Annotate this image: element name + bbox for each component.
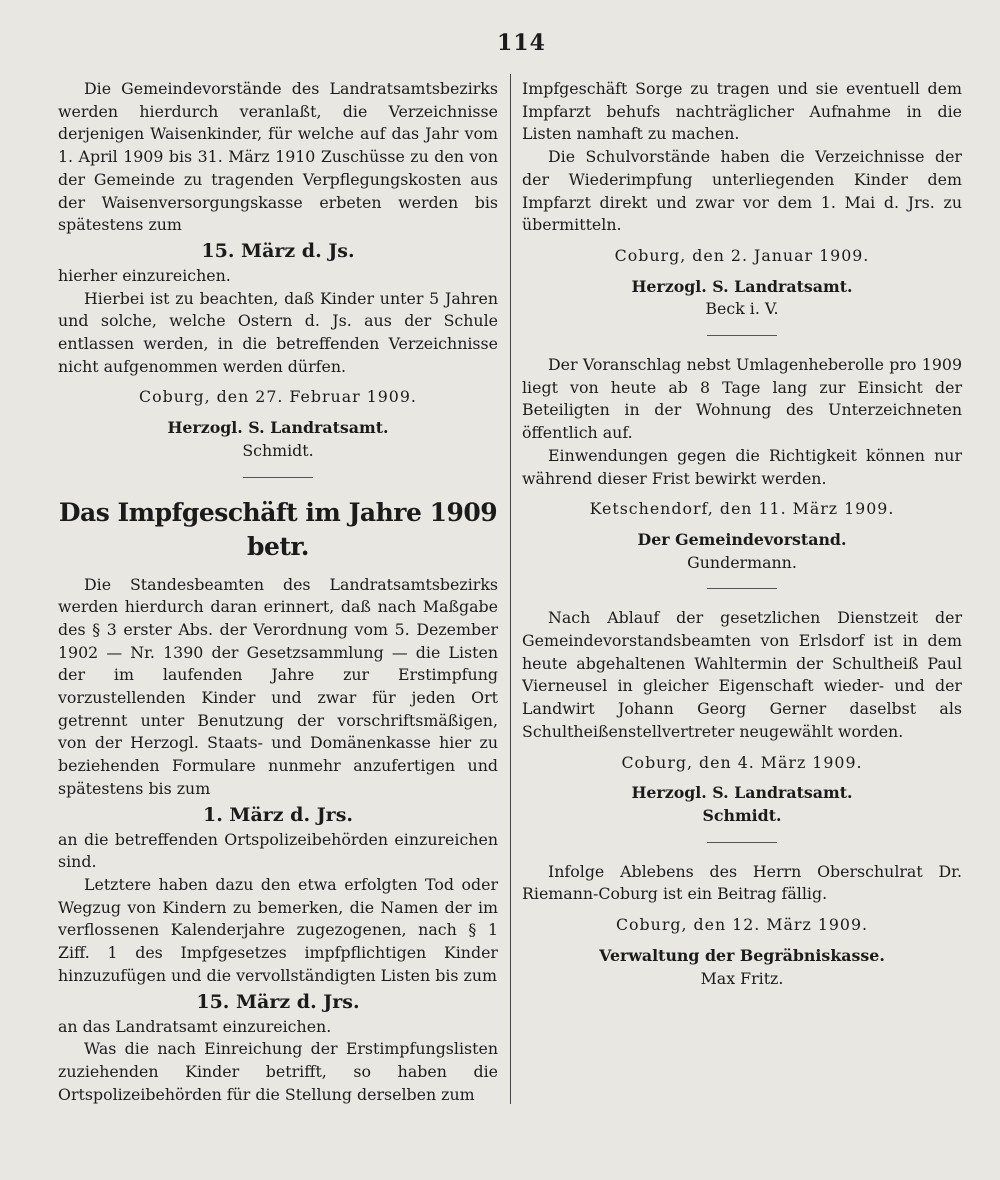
notice-paragraph: Der Voranschlag nebst Umlagenheberolle pro 1909 liegt von heute ab 8 Tage lang zur Einsicht der Beteiligten in der Wohnung des Unterzeichneten öffentlich auf. [522,355,962,443]
notice-paragraph: Nach Ablauf der gesetzlichen Dienstzeit der Gemeindevorstandsbeamten von Erlsdorf ist in dem heute abgehaltenen Wahltermin der Schultheiß Paul Vierneusel in gleicher Eigenschaft wieder- und der Landwirt Johann Georg Gerner daselbst als Schultheißenstellvertreter neugewählt worden. [522,608,962,741]
notice-paragraph: Hierbei ist zu beachten, daß Kinder unter 5 Jahren und solche, welche Ostern d. Js. aus der Schule entlassen werden, in die betreffenden Verzeichnisse nicht aufgenommen werden dürfen. [58,288,498,376]
issuing-office: Herzogl. S. Landratsamt. [167,418,389,438]
signature: Schmidt. [242,440,314,460]
separator-rule [243,477,313,478]
page-number: 114 [497,30,546,56]
issuing-office: Herzogl. S. Landratsamt. [631,276,853,296]
notice-date: Coburg, den 2. Januar 1909. [614,245,870,265]
issuing-office: Der Gemeindevorstand. [637,529,847,549]
issuing-office: Verwaltung der Begräbniskasse. [599,945,885,965]
signature: Beck i. V. [705,299,779,319]
notice-paragraph: Letztere haben dazu den etwa erfolgten Tod oder Wegzug von Kindern zu bemerken, die Namen der im verflossenen Kalenderjahre zugezogenen, nach § 1 Ziff. 1 des Impfgesetzes impfpflichtigen Kinder hinzuzufügen und die vervollständigten Listen bis zum [58,874,498,985]
signature: Gundermann. [687,552,797,572]
notice-impfgeschaeft-continued [522,78,962,321]
signature: Schmidt. [702,805,782,825]
notice-date: Coburg, den 12. März 1909. [615,915,869,935]
notice-waisenkinder [58,78,498,463]
deadline: 15. März d. Jrs. [196,990,360,1013]
notice-date: Coburg, den 4. März 1909. [621,752,863,772]
separator-rule [707,842,777,843]
notice-paragraph: Was die nach Einreichung der Erstimpfungslisten zuziehenden Kinder betrifft, so haben die Ortspolizeibehörden für die Stellung derselben zum [58,1039,498,1104]
notice-paragraph: Die Standesbeamten des Landratsamtsbezirks werden hierdurch daran erinnert, daß nach Maßgabe des § 3 erster Abs. der Verordnung vom 5. Dezember 1902 — Nr. 1390 der Gesetzsammlung — die Listen der im laufenden Jahre zur Erstimpfung vorzustellenden Kinder und zwar für jeden Ort getrennt unter Benutzung der vorschriftsmäßigen, von der Herzogl. Staats- und Domänenkasse hier zu beziehenden Formulare nunmehr anzufertigen und spätestens bis zum [58,574,498,798]
notice-impfgeschaeft [58,496,498,1107]
notice-paragraph: an das Landratsamt einzureichen. [58,1016,332,1036]
notice-paragraph: Impfgeschäft Sorge zu tragen und sie eventuell dem Impfarzt behufs nachträglicher Aufnahme in die Listen namhaft zu machen. [522,79,962,144]
right-column [522,78,962,990]
column-divider [510,74,511,1104]
deadline: 1. März d. Jrs. [202,803,354,826]
signature: Max Fritz. [700,968,784,988]
notice-paragraph: Einwendungen gegen die Richtigkeit können nur während dieser Frist bewirkt werden. [522,445,962,488]
notice-date: Ketschendorf, den 11. März 1909. [589,499,895,519]
notice-paragraph: hierher einzureichen. [58,265,231,285]
notice-voranschlag [522,354,962,574]
separator-rule [707,588,777,589]
notice-headline: Das Impfgeschäft im Jahre 1909 betr. [58,497,498,561]
notice-wahl-erlsdorf [522,607,962,827]
separator-rule [707,335,777,336]
notice-paragraph: Infolge Ablebens des Herrn Oberschulrat Dr. Riemann-Coburg ist ein Beitrag fällig. [522,861,962,904]
notice-paragraph: Die Schulvorstände haben die Verzeichnisse der der Wiederimpfung unterliegenden Kinder dem Impfarzt direkt und zwar vor dem 1. Mai d. Jrs. zu übermitteln. [522,147,962,235]
notice-begraebniskasse [522,861,962,991]
issuing-office: Herzogl. S. Landratsamt. [631,783,853,803]
notice-paragraph: an die betreffenden Ortspolizeibehörden einzureichen sind. [58,829,498,872]
notice-date: Coburg, den 27. Februar 1909. [139,387,417,407]
deadline: 15. März d. Js. [201,239,355,262]
notice-paragraph: Die Gemeindevorstände des Landratsamtsbezirks werden hierdurch veranlaßt, die Verzeichnisse derjenigen Waisenkinder, für welche auf das Jahr vom 1. April 1909 bis 31. März 1910 Zuschüsse zu den von der Gemeinde zu tragenden Verpflegungskosten aus der Waisenversorgungskasse erbeten werden bis spätestens zum [58,79,498,235]
left-column [58,78,498,1106]
